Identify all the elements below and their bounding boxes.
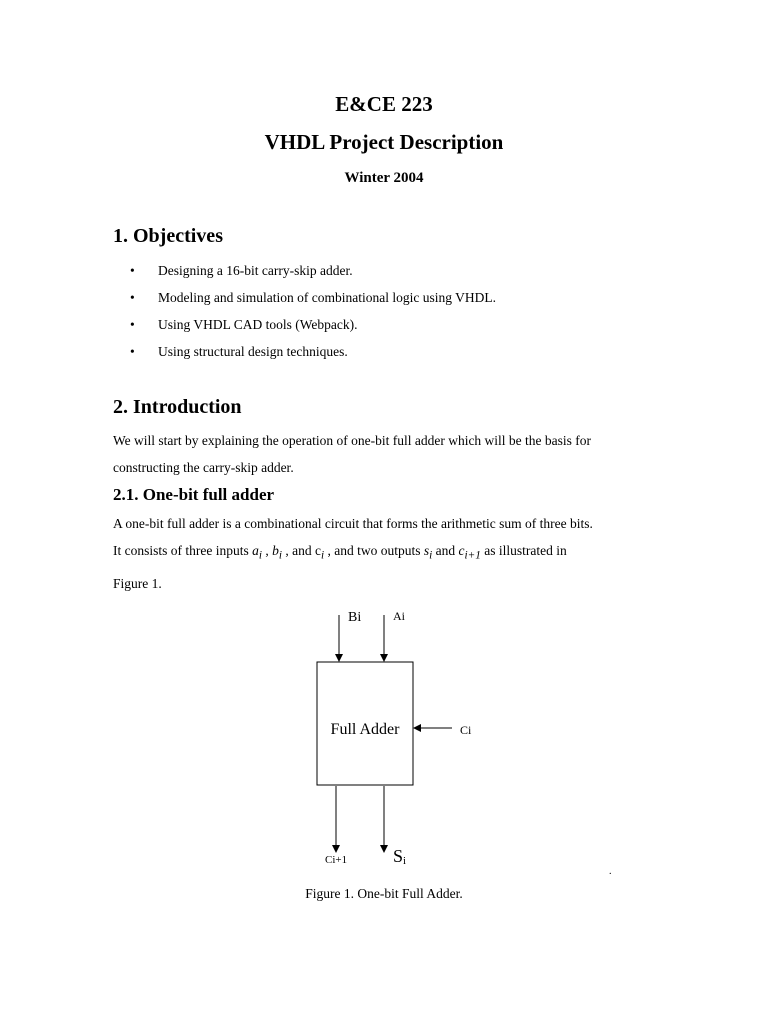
bullet-icon: • [130, 344, 135, 359]
output-s-subscript: i [403, 855, 407, 867]
document-title: VHDL Project Description [264, 130, 504, 154]
full-adder-label: Full Adder [330, 721, 400, 738]
bullet-icon: • [130, 317, 135, 332]
input-c-label: Ci [460, 723, 472, 737]
input-a-label: Ai [393, 609, 405, 623]
introduction-text: We will start by explaining the operation of one-bit full adder which will be the basis for constructing the carry-skip adder. [113, 433, 592, 475]
fulladder-text: A one-bit full adder is a combinational circuit that forms the arithmetic sum of three bits. It consists of three inputs $a_i$ , $b_i$ , and $c_i$ , and two outputs $s_i$ and $c_{i+1}$ as illustrated in Figure 1. [113, 516, 593, 591]
list-item: • Using structural design techniques. [130, 342, 496, 369]
bullet-icon: • [130, 290, 135, 305]
input-b-label: Bi [348, 610, 362, 625]
introduction-heading: 2. Introduction [113, 396, 242, 418]
bullet-icon: • [130, 263, 135, 278]
figure-caption: Figure 1. One-bit Full Adder. [305, 886, 463, 901]
objectives-heading: 1. Objectives [113, 225, 223, 247]
course-code: E&CE 223 [335, 92, 433, 116]
list-item: • Using VHDL CAD tools (Webpack). [130, 315, 496, 342]
stray-dot: . [609, 866, 612, 877]
list-item: • Designing a 16-bit carry-skip adder. [130, 261, 496, 288]
term: Winter 2004 [344, 170, 424, 186]
list-item: • Modeling and simulation of combinational logic using VHDL. [130, 288, 496, 315]
output-c-label: Ci+1 [325, 854, 348, 866]
output-s-label: S [393, 846, 404, 866]
fulladder-heading: 2.1. One-bit full adder [113, 485, 275, 504]
